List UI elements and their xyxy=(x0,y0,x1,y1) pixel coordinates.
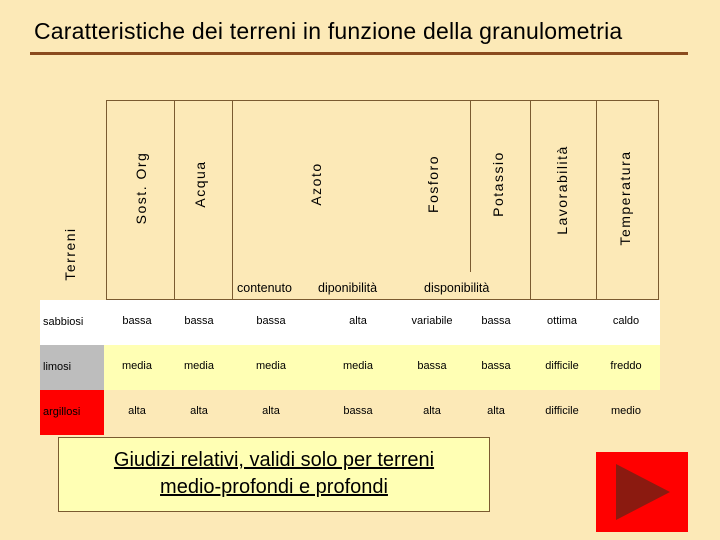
header-azoto: Azoto xyxy=(308,162,324,206)
header-lavorabilita: Lavorabilità xyxy=(554,145,570,235)
subheader-diponibilita: diponibilità xyxy=(318,281,378,295)
table-header xyxy=(106,100,659,300)
note-box xyxy=(58,437,490,512)
column-divider xyxy=(174,100,175,300)
table-cell: caldo xyxy=(612,315,640,327)
play-arrow-icon xyxy=(596,452,688,532)
data-table xyxy=(40,300,660,435)
header-acqua: Acqua xyxy=(192,160,208,208)
table-cell: alta xyxy=(423,405,441,417)
table-row xyxy=(40,390,660,435)
column-divider xyxy=(596,100,597,300)
table-cell: alta xyxy=(349,315,367,327)
table-cell: freddo xyxy=(610,360,642,372)
column-divider xyxy=(470,100,471,272)
table-cell: media xyxy=(256,360,286,372)
table-cell: bassa xyxy=(184,315,214,327)
subheader-contenuto: contenuto xyxy=(237,281,292,295)
row-label-limosi: limosi xyxy=(40,345,104,390)
column-divider xyxy=(530,100,531,300)
table-cell: difficile xyxy=(545,405,579,417)
table-cell: variabile xyxy=(411,315,453,327)
next-button[interactable] xyxy=(596,452,688,532)
table-cell: alta xyxy=(128,405,146,417)
table-cell: bassa xyxy=(417,360,447,372)
table-cell: ottima xyxy=(547,315,577,327)
page-title: Caratteristiche dei terreni in funzione della granulometria xyxy=(34,18,623,44)
table-cell: alta xyxy=(262,405,280,417)
header-potassio: Potassio xyxy=(490,151,506,217)
table-cell: bassa xyxy=(122,315,152,327)
header-fosforo: Fosforo xyxy=(425,155,441,213)
note-line-2: medio-profondi e profondi xyxy=(160,476,388,498)
table-cell: media xyxy=(184,360,214,372)
table-cell: media xyxy=(122,360,152,372)
table-cell: media xyxy=(343,360,373,372)
table-cell: medio xyxy=(611,405,641,417)
header-temperatura: Temperatura xyxy=(617,150,633,246)
table-row xyxy=(40,300,660,345)
table-cell: bassa xyxy=(481,315,511,327)
subheader-disponibilita: disponibilità xyxy=(424,281,490,295)
table-row xyxy=(40,345,660,390)
table-cell: alta xyxy=(487,405,505,417)
row-label-argillosi: argillosi xyxy=(40,390,104,435)
table-cell: bassa xyxy=(481,360,511,372)
table-cell: difficile xyxy=(545,360,579,372)
header-terreni: Terreni xyxy=(62,227,78,281)
table-cell: alta xyxy=(190,405,208,417)
table-cell: bassa xyxy=(256,315,286,327)
header-sost-org: Sost. Org xyxy=(133,151,149,225)
note-line-1: Giudizi relativi, validi solo per terreni xyxy=(113,449,435,471)
column-divider xyxy=(232,100,233,300)
title-underline xyxy=(30,52,688,55)
table-cell: bassa xyxy=(343,405,373,417)
row-label-sabbiosi: sabbiosi xyxy=(40,300,104,345)
